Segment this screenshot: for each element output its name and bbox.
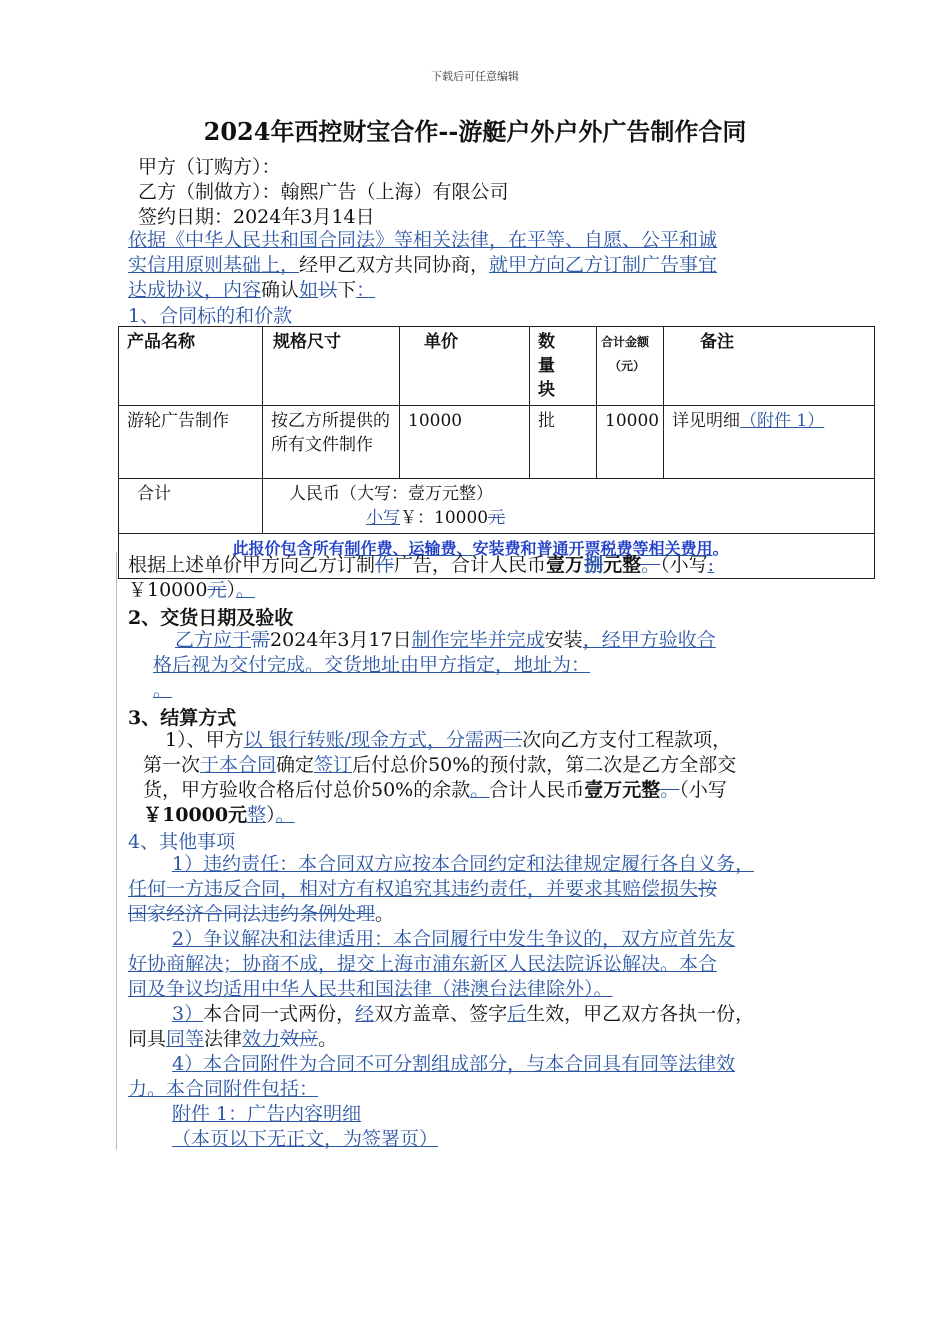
header-total: 合计金额 （元） [597,327,664,406]
delivery-paragraph: 乙方应于需2024年3月17日制作完毕并完成安装，经甲方验收合 格后视为交付完成。交货地址由甲方指定，地址为： 。 [153,629,716,701]
table-sum-row [119,479,875,534]
page-title: 2024年西控财宝合作--游艇户外户外广告制作合同 [203,117,747,146]
price-note: 此报价包含所有制作费、运输费、安装费和普通开票税费等相关费用。 [119,534,875,579]
party-b: 乙方（制做方）：翰熙广告（上海）有限公司 [138,181,509,203]
cell-sum-value: 人民币（大写：壹万元整） 小写￥：10000元 [263,479,875,534]
table-header-row [119,327,875,406]
total-statement: 根据上述单价甲方向乙方订制作广告，合计人民币壹万捌元整。（小写: ￥10000元）。 [128,554,715,601]
cell-qty: 批 [530,406,597,479]
sign-date: 签约日期：2024年3月14日 [138,206,375,228]
header-price: 单价 [400,327,530,406]
section-3-heading: 3、结算方式 [128,707,237,729]
party-a: 甲方（订购方）： [138,156,281,178]
price-table [118,326,875,579]
other-terms: 1）违约责任：本合同双方应按本合同约定和法律规定履行各自义务， 任何一方违反合同，相对方有权追究其违约责任，并要求其赔偿损失按 国家经济合同法违约条例处理。 2）争议解决和法律适用：本合同履行中发生争议的，双方应首先友 好协商解决；协商不成，提交上海市浦东新区人民法院诉讼解决。本合 同及争议均适用中华人民共和国法律（港澳台法律除外）。 3）本合同一式两份，经双方盖章、签字后生效，甲乙双方各执一份， 同具同等法律效力效应。 4）本合同附件为合同不可分割组成部分，与本合同具有同等法律效 力。本合同附件包括： 附件 1：广告内容明细 （本页以下无正文，为签署页） [128,853,755,1150]
cell-remark: 详见明细（附件 1） [664,406,875,479]
margin-rule [116,552,117,1150]
intro-line-1: 依据《中华人民共和国合同法》等相关法律，在平等、自愿、公平和诚 [128,229,718,251]
header-qty: 数 量 块 [530,327,597,406]
cell-total: 10000 [597,406,664,479]
header-remark: 备注 [664,327,875,406]
cell-price: 10000 [400,406,530,479]
payment-paragraph: 1）、甲方以 银行转账/现金方式，分需两三次向乙方支付工程款项， 第一次于本合同确定签订后付总价50%的预付款，第二次是乙方全部交 货，甲方验收合格后付总价50%的余款。合计人民币壹万元整。（小写 ￥10000元整）。 [143,729,737,826]
section-1-heading: 1、合同标的和价款 [128,305,293,327]
cell-spec: 按乙方所提供的所有文件制作 [263,406,400,479]
header-note: 下载后可任意编辑 [431,70,519,83]
cell-product: 游轮广告制作 [119,406,263,479]
table-row [119,406,875,479]
header-product: 产品名称 [119,327,263,406]
header-spec: 规格尺寸 [263,327,400,406]
intro-paragraph: 依据《中华人民共和国合同法》等相关法律，在平等、自愿、公平和诚 实信用原则基础上，经甲乙双方共同协商，就甲方向乙方订制广告事宜 达成协议，内容确认如以下： [128,229,718,301]
section-4-heading: 4、其他事项 [128,831,236,853]
cell-sum-label: 合计 [119,479,263,534]
section-2-heading: 2、交货日期及验收 [128,607,294,629]
